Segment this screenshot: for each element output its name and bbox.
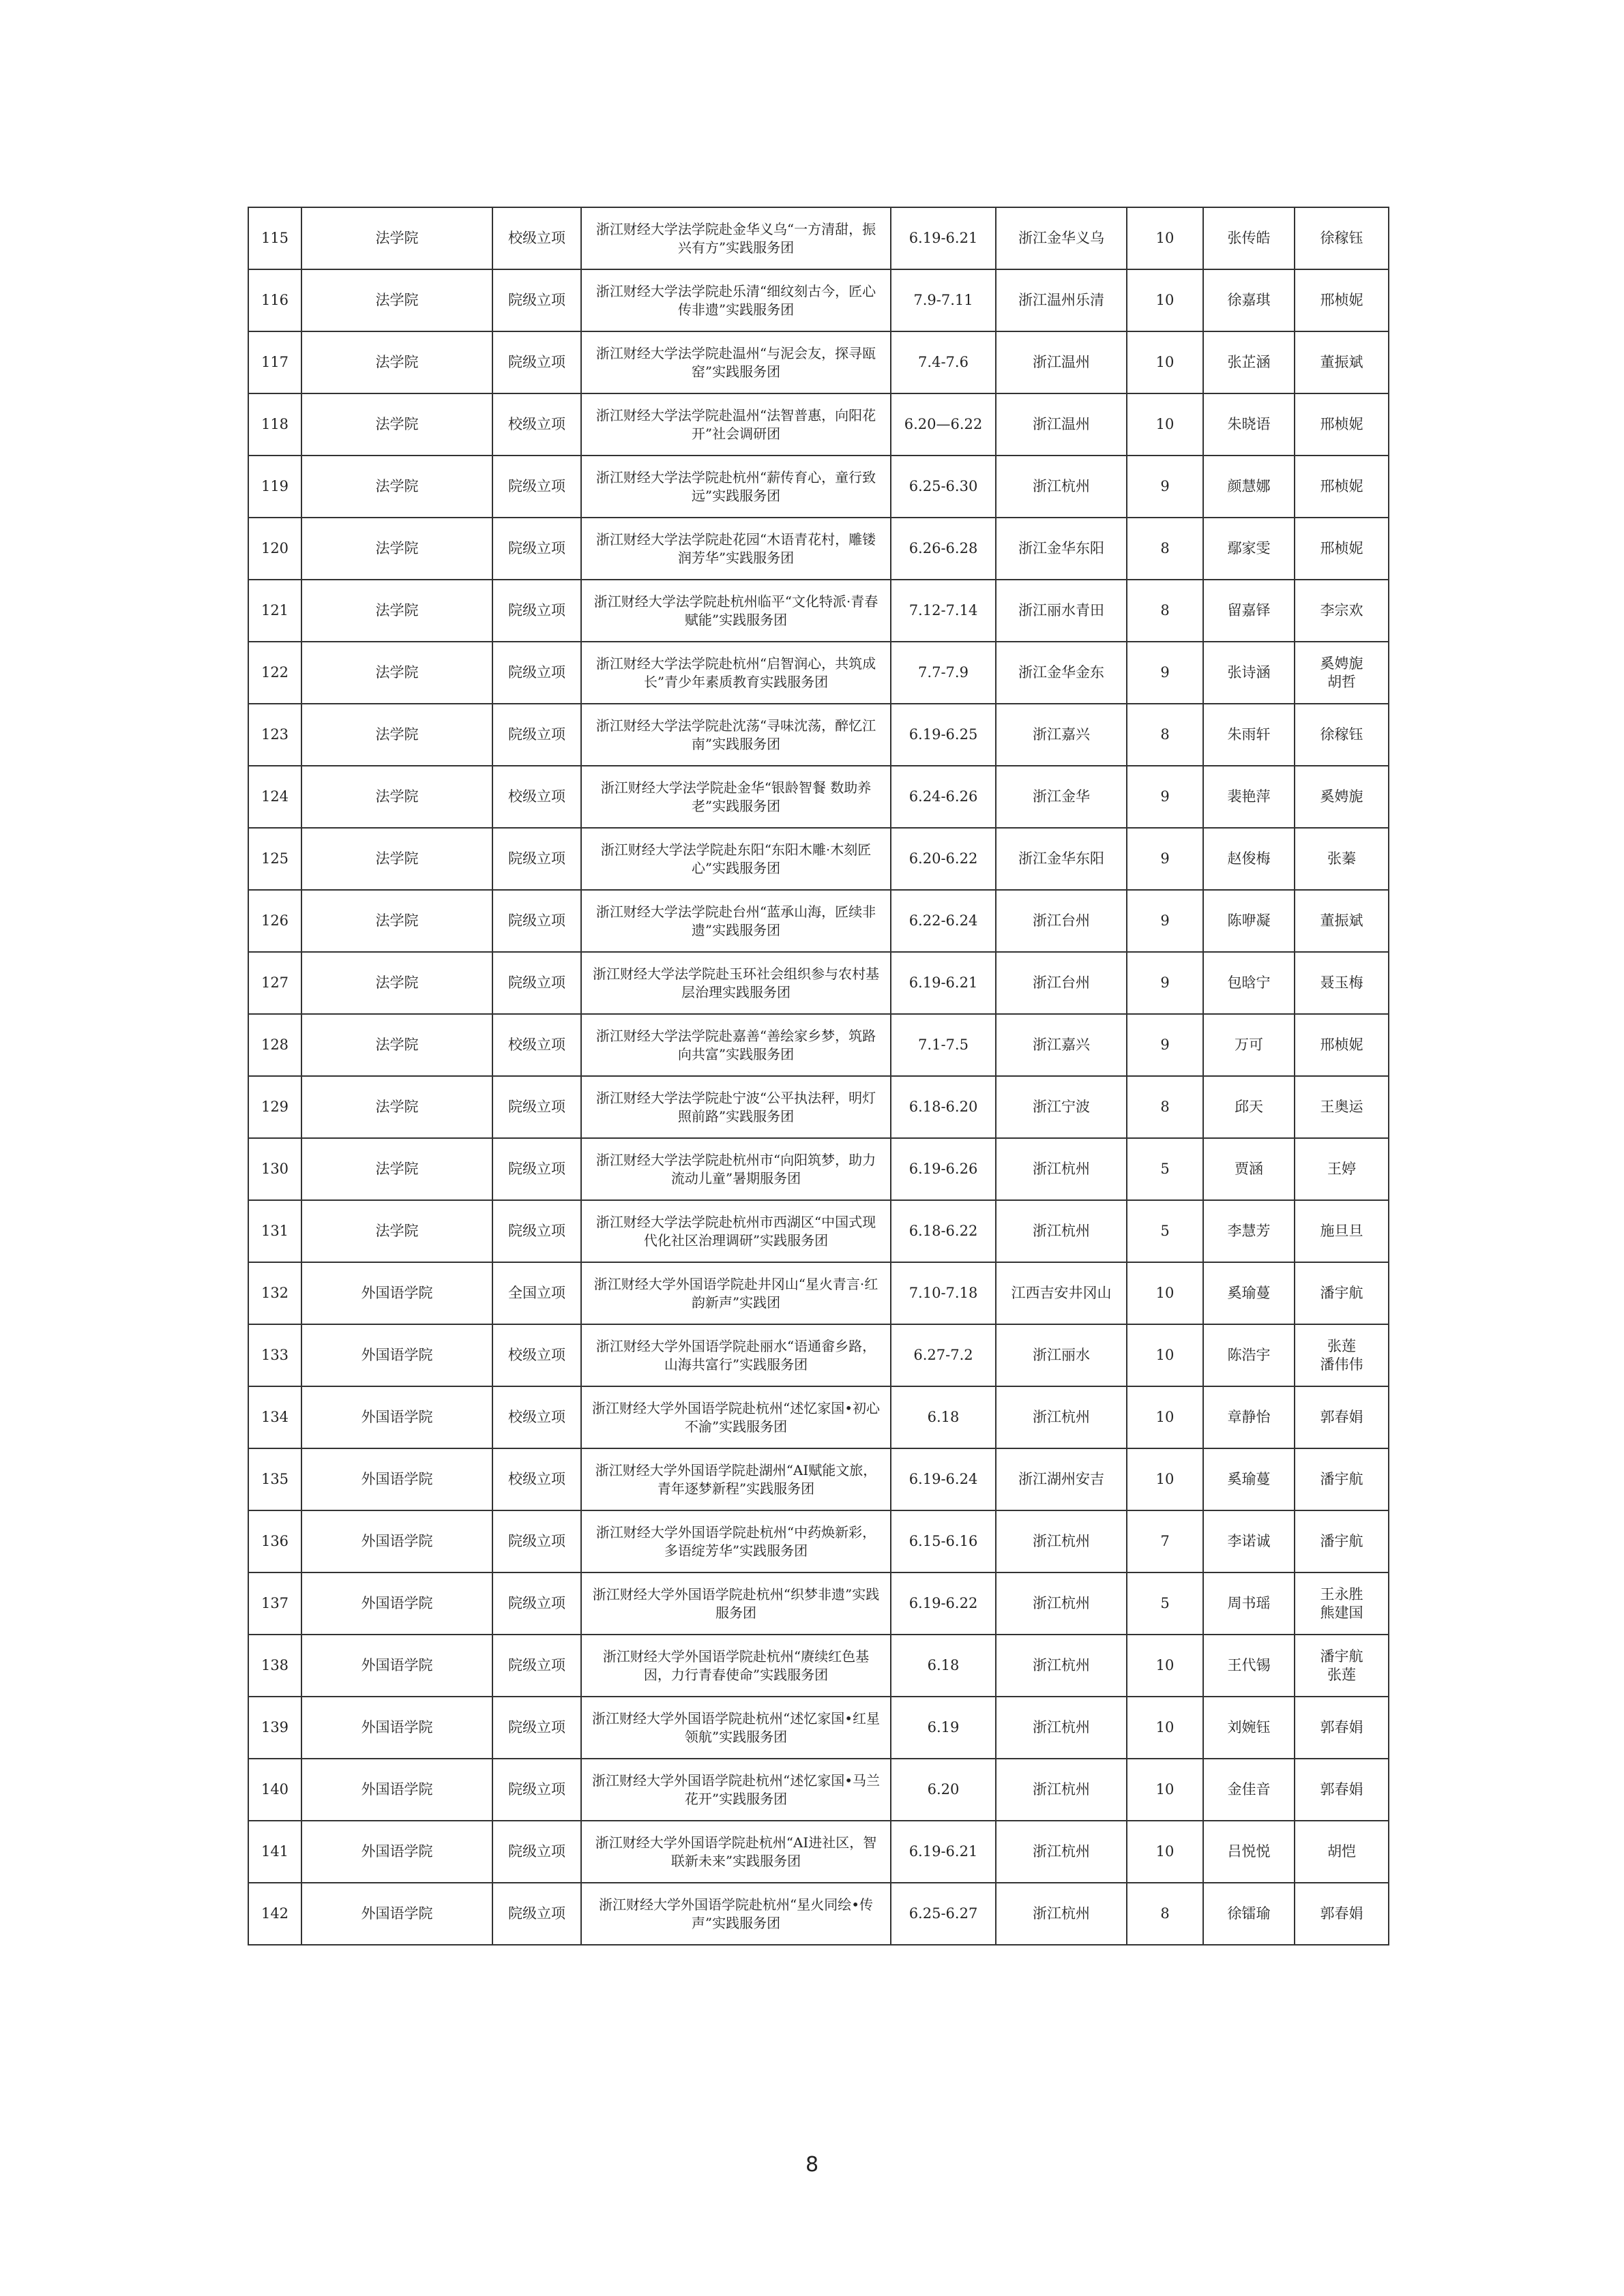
team-leader-cell: 陈浩宇 bbox=[1203, 1324, 1295, 1386]
member-count-cell: 10 bbox=[1127, 1635, 1203, 1697]
row-number-cell: 134 bbox=[248, 1386, 301, 1448]
location-cell: 浙江嘉兴 bbox=[996, 1014, 1127, 1076]
advisor-cell: 李宗欢 bbox=[1295, 580, 1389, 642]
college-cell: 外国语学院 bbox=[301, 1510, 492, 1572]
member-count-cell: 10 bbox=[1127, 1697, 1203, 1759]
college-cell: 法学院 bbox=[301, 1076, 492, 1138]
team-leader-cell: 张传皓 bbox=[1203, 207, 1295, 269]
location-cell: 浙江金华义乌 bbox=[996, 207, 1127, 269]
college-cell: 法学院 bbox=[301, 828, 492, 890]
date-cell: 6.24-6.26 bbox=[891, 766, 996, 828]
table-row bbox=[248, 518, 1389, 580]
advisor-cell: 潘宇航 bbox=[1295, 1510, 1389, 1572]
college-cell: 法学院 bbox=[301, 269, 492, 331]
advisor-cell: 张蓁 bbox=[1295, 828, 1389, 890]
date-cell: 7.9-7.11 bbox=[891, 269, 996, 331]
location-cell: 浙江杭州 bbox=[996, 1572, 1127, 1635]
table-row bbox=[248, 1759, 1389, 1821]
table-row bbox=[248, 393, 1389, 456]
row-number-cell: 118 bbox=[248, 393, 301, 456]
college-cell: 法学院 bbox=[301, 580, 492, 642]
location-cell: 浙江丽水 bbox=[996, 1324, 1127, 1386]
team-leader-cell: 留嘉铎 bbox=[1203, 580, 1295, 642]
college-cell: 法学院 bbox=[301, 1014, 492, 1076]
member-count-cell: 9 bbox=[1127, 766, 1203, 828]
college-cell: 外国语学院 bbox=[301, 1386, 492, 1448]
member-count-cell: 10 bbox=[1127, 1324, 1203, 1386]
row-number-cell: 115 bbox=[248, 207, 301, 269]
row-number-cell: 122 bbox=[248, 642, 301, 704]
table-row bbox=[248, 1138, 1389, 1200]
project-table bbox=[248, 207, 1389, 1945]
project-level-cell: 院级立项 bbox=[492, 828, 581, 890]
project-level-cell: 院级立项 bbox=[492, 518, 581, 580]
team-leader-cell: 张芷涵 bbox=[1203, 331, 1295, 393]
project-level-cell: 全国立项 bbox=[492, 1262, 581, 1324]
college-cell: 法学院 bbox=[301, 456, 492, 518]
date-cell: 6.25-6.30 bbox=[891, 456, 996, 518]
location-cell: 浙江杭州 bbox=[996, 1821, 1127, 1883]
college-cell: 外国语学院 bbox=[301, 1262, 492, 1324]
member-count-cell: 10 bbox=[1127, 393, 1203, 456]
member-count-cell: 9 bbox=[1127, 1014, 1203, 1076]
member-count-cell: 10 bbox=[1127, 207, 1203, 269]
college-cell: 外国语学院 bbox=[301, 1759, 492, 1821]
table-row bbox=[248, 1635, 1389, 1697]
advisor-cell: 邢桢妮 bbox=[1295, 1014, 1389, 1076]
team-leader-cell: 李诺诚 bbox=[1203, 1510, 1295, 1572]
advisor-cell: 邢桢妮 bbox=[1295, 393, 1389, 456]
project-title-cell: 浙江财经大学外国语学院赴井冈山“星火青言·红韵新声”实践团 bbox=[581, 1262, 891, 1324]
project-level-cell: 院级立项 bbox=[492, 456, 581, 518]
project-title-cell: 浙江财经大学外国语学院赴湖州“AI赋能文旅，青年逐梦新程”实践服务团 bbox=[581, 1448, 891, 1510]
table-row bbox=[248, 1697, 1389, 1759]
row-number-cell: 120 bbox=[248, 518, 301, 580]
project-title-cell: 浙江财经大学法学院赴温州“与泥会友，探寻瓯窑”实践服务团 bbox=[581, 331, 891, 393]
date-cell: 6.18-6.22 bbox=[891, 1200, 996, 1262]
row-number-cell: 126 bbox=[248, 890, 301, 952]
table-row bbox=[248, 580, 1389, 642]
row-number-cell: 117 bbox=[248, 331, 301, 393]
member-count-cell: 8 bbox=[1127, 580, 1203, 642]
project-title-cell: 浙江财经大学外国语学院赴杭州“星火同绘•传声”实践服务团 bbox=[581, 1883, 891, 1945]
college-cell: 法学院 bbox=[301, 890, 492, 952]
team-leader-cell: 鄢家雯 bbox=[1203, 518, 1295, 580]
advisor-cell: 徐稼钰 bbox=[1295, 207, 1389, 269]
table-row bbox=[248, 1572, 1389, 1635]
member-count-cell: 9 bbox=[1127, 642, 1203, 704]
row-number-cell: 131 bbox=[248, 1200, 301, 1262]
row-number-cell: 116 bbox=[248, 269, 301, 331]
project-title-cell: 浙江财经大学法学院赴杭州“薪传育心，童行致远”实践服务团 bbox=[581, 456, 891, 518]
table-row bbox=[248, 269, 1389, 331]
page-number: 8 bbox=[805, 2153, 819, 2177]
team-leader-cell: 赵俊梅 bbox=[1203, 828, 1295, 890]
member-count-cell: 8 bbox=[1127, 518, 1203, 580]
project-level-cell: 院级立项 bbox=[492, 580, 581, 642]
advisor-cell: 董振斌 bbox=[1295, 890, 1389, 952]
member-count-cell: 7 bbox=[1127, 1510, 1203, 1572]
date-cell: 6.20 bbox=[891, 1759, 996, 1821]
project-level-cell: 院级立项 bbox=[492, 1821, 581, 1883]
college-cell: 法学院 bbox=[301, 1138, 492, 1200]
location-cell: 浙江杭州 bbox=[996, 1386, 1127, 1448]
project-level-cell: 院级立项 bbox=[492, 1635, 581, 1697]
team-leader-cell: 万可 bbox=[1203, 1014, 1295, 1076]
member-count-cell: 10 bbox=[1127, 331, 1203, 393]
location-cell: 浙江嘉兴 bbox=[996, 704, 1127, 766]
advisor-cell: 邢桢妮 bbox=[1295, 518, 1389, 580]
date-cell: 7.10-7.18 bbox=[891, 1262, 996, 1324]
table-row bbox=[248, 766, 1389, 828]
project-level-cell: 院级立项 bbox=[492, 642, 581, 704]
date-cell: 6.19 bbox=[891, 1697, 996, 1759]
member-count-cell: 10 bbox=[1127, 1386, 1203, 1448]
date-cell: 6.27-7.2 bbox=[891, 1324, 996, 1386]
project-level-cell: 院级立项 bbox=[492, 1510, 581, 1572]
project-title-cell: 浙江财经大学法学院赴沈荡“寻味沈荡，醉忆江南”实践服务团 bbox=[581, 704, 891, 766]
member-count-cell: 10 bbox=[1127, 1262, 1203, 1324]
project-level-cell: 院级立项 bbox=[492, 1883, 581, 1945]
advisor-cell: 王奥运 bbox=[1295, 1076, 1389, 1138]
row-number-cell: 123 bbox=[248, 704, 301, 766]
college-cell: 外国语学院 bbox=[301, 1324, 492, 1386]
project-title-cell: 浙江财经大学外国语学院赴杭州“织梦非遗”实践服务团 bbox=[581, 1572, 891, 1635]
project-level-cell: 院级立项 bbox=[492, 1076, 581, 1138]
member-count-cell: 10 bbox=[1127, 1448, 1203, 1510]
location-cell: 浙江金华东阳 bbox=[996, 828, 1127, 890]
project-level-cell: 院级立项 bbox=[492, 1759, 581, 1821]
project-title-cell: 浙江财经大学法学院赴金华义乌“一方清甜，振兴有方”实践服务团 bbox=[581, 207, 891, 269]
college-cell: 法学院 bbox=[301, 393, 492, 456]
college-cell: 外国语学院 bbox=[301, 1697, 492, 1759]
advisor-cell: 邢桢妮 bbox=[1295, 456, 1389, 518]
row-number-cell: 135 bbox=[248, 1448, 301, 1510]
team-leader-cell: 吕悦悦 bbox=[1203, 1821, 1295, 1883]
location-cell: 浙江宁波 bbox=[996, 1076, 1127, 1138]
date-cell: 7.1-7.5 bbox=[891, 1014, 996, 1076]
team-leader-cell: 颜慧娜 bbox=[1203, 456, 1295, 518]
project-level-cell: 校级立项 bbox=[492, 1448, 581, 1510]
advisor-cell: 奚娉旎 bbox=[1295, 766, 1389, 828]
advisor-cell: 潘宇航 bbox=[1295, 1262, 1389, 1324]
row-number-cell: 133 bbox=[248, 1324, 301, 1386]
table-row bbox=[248, 828, 1389, 890]
date-cell: 6.19-6.24 bbox=[891, 1448, 996, 1510]
project-title-cell: 浙江财经大学外国语学院赴杭州“述忆家国•马兰花开”实践服务团 bbox=[581, 1759, 891, 1821]
project-title-cell: 浙江财经大学外国语学院赴杭州“AI进社区，智联新未来”实践服务团 bbox=[581, 1821, 891, 1883]
row-number-cell: 130 bbox=[248, 1138, 301, 1200]
college-cell: 外国语学院 bbox=[301, 1635, 492, 1697]
location-cell: 浙江温州 bbox=[996, 393, 1127, 456]
location-cell: 浙江杭州 bbox=[996, 1883, 1127, 1945]
member-count-cell: 5 bbox=[1127, 1138, 1203, 1200]
row-number-cell: 136 bbox=[248, 1510, 301, 1572]
member-count-cell: 5 bbox=[1127, 1572, 1203, 1635]
member-count-cell: 10 bbox=[1127, 1759, 1203, 1821]
row-number-cell: 121 bbox=[248, 580, 301, 642]
date-cell: 6.19-6.21 bbox=[891, 952, 996, 1014]
advisor-cell: 郭春娟 bbox=[1295, 1386, 1389, 1448]
project-level-cell: 院级立项 bbox=[492, 952, 581, 1014]
project-level-cell: 院级立项 bbox=[492, 704, 581, 766]
advisor-cell: 奚娉旎 胡哲 bbox=[1295, 642, 1389, 704]
advisor-cell: 王婷 bbox=[1295, 1138, 1389, 1200]
date-cell: 7.4-7.6 bbox=[891, 331, 996, 393]
project-title-cell: 浙江财经大学法学院赴金华“银龄智餐 数助养老”实践服务团 bbox=[581, 766, 891, 828]
project-level-cell: 院级立项 bbox=[492, 1200, 581, 1262]
row-number-cell: 128 bbox=[248, 1014, 301, 1076]
location-cell: 浙江杭州 bbox=[996, 1138, 1127, 1200]
table-row bbox=[248, 1448, 1389, 1510]
project-level-cell: 校级立项 bbox=[492, 1014, 581, 1076]
college-cell: 外国语学院 bbox=[301, 1572, 492, 1635]
project-title-cell: 浙江财经大学法学院赴乐清“细纹刻古今，匠心传非遗”实践服务团 bbox=[581, 269, 891, 331]
row-number-cell: 139 bbox=[248, 1697, 301, 1759]
project-title-cell: 浙江财经大学法学院赴宁波“公平执法秤，明灯照前路”实践服务团 bbox=[581, 1076, 891, 1138]
table-row bbox=[248, 1076, 1389, 1138]
row-number-cell: 138 bbox=[248, 1635, 301, 1697]
date-cell: 7.12-7.14 bbox=[891, 580, 996, 642]
team-leader-cell: 刘婉钰 bbox=[1203, 1697, 1295, 1759]
project-title-cell: 浙江财经大学法学院赴嘉善“善绘家乡梦，筑路向共富”实践服务团 bbox=[581, 1014, 891, 1076]
table-row bbox=[248, 1386, 1389, 1448]
college-cell: 法学院 bbox=[301, 704, 492, 766]
row-number-cell: 127 bbox=[248, 952, 301, 1014]
advisor-cell: 徐稼钰 bbox=[1295, 704, 1389, 766]
date-cell: 6.20-6.22 bbox=[891, 828, 996, 890]
team-leader-cell: 奚瑜蔓 bbox=[1203, 1448, 1295, 1510]
member-count-cell: 5 bbox=[1127, 1200, 1203, 1262]
location-cell: 浙江温州 bbox=[996, 331, 1127, 393]
location-cell: 浙江金华 bbox=[996, 766, 1127, 828]
date-cell: 7.7-7.9 bbox=[891, 642, 996, 704]
college-cell: 法学院 bbox=[301, 952, 492, 1014]
project-level-cell: 校级立项 bbox=[492, 1386, 581, 1448]
member-count-cell: 8 bbox=[1127, 704, 1203, 766]
project-title-cell: 浙江财经大学法学院赴杭州市“向阳筑梦，助力流动儿童”暑期服务团 bbox=[581, 1138, 891, 1200]
table-row bbox=[248, 1200, 1389, 1262]
project-level-cell: 校级立项 bbox=[492, 207, 581, 269]
team-leader-cell: 张诗涵 bbox=[1203, 642, 1295, 704]
advisor-cell: 施旦旦 bbox=[1295, 1200, 1389, 1262]
college-cell: 法学院 bbox=[301, 1200, 492, 1262]
date-cell: 6.19-6.25 bbox=[891, 704, 996, 766]
advisor-cell: 张莲 潘伟伟 bbox=[1295, 1324, 1389, 1386]
project-level-cell: 院级立项 bbox=[492, 1572, 581, 1635]
college-cell: 外国语学院 bbox=[301, 1448, 492, 1510]
team-leader-cell: 徐镭瑜 bbox=[1203, 1883, 1295, 1945]
project-title-cell: 浙江财经大学外国语学院赴杭州“赓续红色基因，力行青春使命”实践服务团 bbox=[581, 1635, 891, 1697]
row-number-cell: 140 bbox=[248, 1759, 301, 1821]
project-level-cell: 校级立项 bbox=[492, 1324, 581, 1386]
advisor-cell: 潘宇航 张莲 bbox=[1295, 1635, 1389, 1697]
project-level-cell: 院级立项 bbox=[492, 331, 581, 393]
team-leader-cell: 包晗宁 bbox=[1203, 952, 1295, 1014]
college-cell: 法学院 bbox=[301, 518, 492, 580]
location-cell: 浙江杭州 bbox=[996, 1635, 1127, 1697]
table-row bbox=[248, 1262, 1389, 1324]
member-count-cell: 9 bbox=[1127, 456, 1203, 518]
advisor-cell: 胡恺 bbox=[1295, 1821, 1389, 1883]
project-title-cell: 浙江财经大学法学院赴温州“法智普惠，向阳花开”社会调研团 bbox=[581, 393, 891, 456]
project-level-cell: 校级立项 bbox=[492, 393, 581, 456]
date-cell: 6.19-6.22 bbox=[891, 1572, 996, 1635]
college-cell: 法学院 bbox=[301, 642, 492, 704]
member-count-cell: 9 bbox=[1127, 952, 1203, 1014]
date-cell: 6.22-6.24 bbox=[891, 890, 996, 952]
location-cell: 浙江台州 bbox=[996, 890, 1127, 952]
table-row bbox=[248, 1014, 1389, 1076]
member-count-cell: 10 bbox=[1127, 269, 1203, 331]
table-row bbox=[248, 1883, 1389, 1945]
college-cell: 外国语学院 bbox=[301, 1883, 492, 1945]
location-cell: 浙江丽水青田 bbox=[996, 580, 1127, 642]
team-leader-cell: 周书瑶 bbox=[1203, 1572, 1295, 1635]
project-level-cell: 院级立项 bbox=[492, 269, 581, 331]
location-cell: 江西吉安井冈山 bbox=[996, 1262, 1127, 1324]
location-cell: 浙江杭州 bbox=[996, 456, 1127, 518]
row-number-cell: 142 bbox=[248, 1883, 301, 1945]
location-cell: 浙江温州乐清 bbox=[996, 269, 1127, 331]
table-row bbox=[248, 456, 1389, 518]
member-count-cell: 10 bbox=[1127, 1821, 1203, 1883]
location-cell: 浙江杭州 bbox=[996, 1759, 1127, 1821]
date-cell: 6.25-6.27 bbox=[891, 1883, 996, 1945]
advisor-cell: 郭春娟 bbox=[1295, 1697, 1389, 1759]
table-row bbox=[248, 1510, 1389, 1572]
team-leader-cell: 李慧芳 bbox=[1203, 1200, 1295, 1262]
location-cell: 浙江杭州 bbox=[996, 1697, 1127, 1759]
project-level-cell: 院级立项 bbox=[492, 1697, 581, 1759]
date-cell: 6.19-6.21 bbox=[891, 1821, 996, 1883]
location-cell: 浙江金华东阳 bbox=[996, 518, 1127, 580]
location-cell: 浙江金华金东 bbox=[996, 642, 1127, 704]
table-row bbox=[248, 1324, 1389, 1386]
project-level-cell: 院级立项 bbox=[492, 890, 581, 952]
project-title-cell: 浙江财经大学外国语学院赴杭州“述忆家国•红星领航”实践服务团 bbox=[581, 1697, 891, 1759]
project-title-cell: 浙江财经大学法学院赴台州“蓝承山海，匠续非遗”实践服务团 bbox=[581, 890, 891, 952]
date-cell: 6.15-6.16 bbox=[891, 1510, 996, 1572]
row-number-cell: 125 bbox=[248, 828, 301, 890]
advisor-cell: 郭春娟 bbox=[1295, 1759, 1389, 1821]
project-title-cell: 浙江财经大学外国语学院赴杭州“中药焕新彩，多语绽芳华”实践服务团 bbox=[581, 1510, 891, 1572]
advisor-cell: 潘宇航 bbox=[1295, 1448, 1389, 1510]
table-row bbox=[248, 207, 1389, 269]
date-cell: 6.18 bbox=[891, 1386, 996, 1448]
project-title-cell: 浙江财经大学外国语学院赴杭州“述忆家国•初心不渝”实践服务团 bbox=[581, 1386, 891, 1448]
college-cell: 法学院 bbox=[301, 331, 492, 393]
project-title-cell: 浙江财经大学法学院赴杭州市西湖区“中国式现代化社区治理调研”实践服务团 bbox=[581, 1200, 891, 1262]
row-number-cell: 129 bbox=[248, 1076, 301, 1138]
location-cell: 浙江湖州安吉 bbox=[996, 1448, 1127, 1510]
team-leader-cell: 朱雨轩 bbox=[1203, 704, 1295, 766]
advisor-cell: 郭春娟 bbox=[1295, 1883, 1389, 1945]
project-title-cell: 浙江财经大学法学院赴杭州“启智润心，共筑成长”青少年素质教育实践服务团 bbox=[581, 642, 891, 704]
table-row bbox=[248, 1821, 1389, 1883]
table-row bbox=[248, 952, 1389, 1014]
member-count-cell: 9 bbox=[1127, 828, 1203, 890]
table-row bbox=[248, 331, 1389, 393]
location-cell: 浙江杭州 bbox=[996, 1510, 1127, 1572]
project-title-cell: 浙江财经大学法学院赴杭州临平“文化特派·青春赋能”实践服务团 bbox=[581, 580, 891, 642]
college-cell: 法学院 bbox=[301, 766, 492, 828]
project-level-cell: 校级立项 bbox=[492, 766, 581, 828]
team-leader-cell: 章静怡 bbox=[1203, 1386, 1295, 1448]
location-cell: 浙江台州 bbox=[996, 952, 1127, 1014]
college-cell: 外国语学院 bbox=[301, 1821, 492, 1883]
project-level-cell: 院级立项 bbox=[492, 1138, 581, 1200]
advisor-cell: 聂玉梅 bbox=[1295, 952, 1389, 1014]
date-cell: 6.19-6.21 bbox=[891, 207, 996, 269]
college-cell: 法学院 bbox=[301, 207, 492, 269]
advisor-cell: 邢桢妮 bbox=[1295, 269, 1389, 331]
team-leader-cell: 邱天 bbox=[1203, 1076, 1295, 1138]
row-number-cell: 141 bbox=[248, 1821, 301, 1883]
team-leader-cell: 奚瑜蔓 bbox=[1203, 1262, 1295, 1324]
project-title-cell: 浙江财经大学外国语学院赴丽水“语通畲乡路，山海共富行”实践服务团 bbox=[581, 1324, 891, 1386]
member-count-cell: 9 bbox=[1127, 890, 1203, 952]
team-leader-cell: 朱晓语 bbox=[1203, 393, 1295, 456]
date-cell: 6.18-6.20 bbox=[891, 1076, 996, 1138]
row-number-cell: 119 bbox=[248, 456, 301, 518]
project-title-cell: 浙江财经大学法学院赴玉环社会组织参与农村基层治理实践服务团 bbox=[581, 952, 891, 1014]
row-number-cell: 137 bbox=[248, 1572, 301, 1635]
table-row bbox=[248, 704, 1389, 766]
project-title-cell: 浙江财经大学法学院赴花园“木语青花村，雕镂润芳华”实践服务团 bbox=[581, 518, 891, 580]
member-count-cell: 8 bbox=[1127, 1883, 1203, 1945]
date-cell: 6.18 bbox=[891, 1635, 996, 1697]
table-row bbox=[248, 890, 1389, 952]
team-leader-cell: 裴艳萍 bbox=[1203, 766, 1295, 828]
advisor-cell: 董振斌 bbox=[1295, 331, 1389, 393]
advisor-cell: 王永胜 熊建国 bbox=[1295, 1572, 1389, 1635]
project-title-cell: 浙江财经大学法学院赴东阳“东阳木雕·木刻匠心”实践服务团 bbox=[581, 828, 891, 890]
location-cell: 浙江杭州 bbox=[996, 1200, 1127, 1262]
table-row bbox=[248, 642, 1389, 704]
team-leader-cell: 金佳音 bbox=[1203, 1759, 1295, 1821]
team-leader-cell: 陈咿凝 bbox=[1203, 890, 1295, 952]
member-count-cell: 8 bbox=[1127, 1076, 1203, 1138]
date-cell: 6.19-6.26 bbox=[891, 1138, 996, 1200]
team-leader-cell: 王代锡 bbox=[1203, 1635, 1295, 1697]
date-cell: 6.20—6.22 bbox=[891, 393, 996, 456]
row-number-cell: 132 bbox=[248, 1262, 301, 1324]
team-leader-cell: 贾涵 bbox=[1203, 1138, 1295, 1200]
team-leader-cell: 徐嘉琪 bbox=[1203, 269, 1295, 331]
row-number-cell: 124 bbox=[248, 766, 301, 828]
date-cell: 6.26-6.28 bbox=[891, 518, 996, 580]
